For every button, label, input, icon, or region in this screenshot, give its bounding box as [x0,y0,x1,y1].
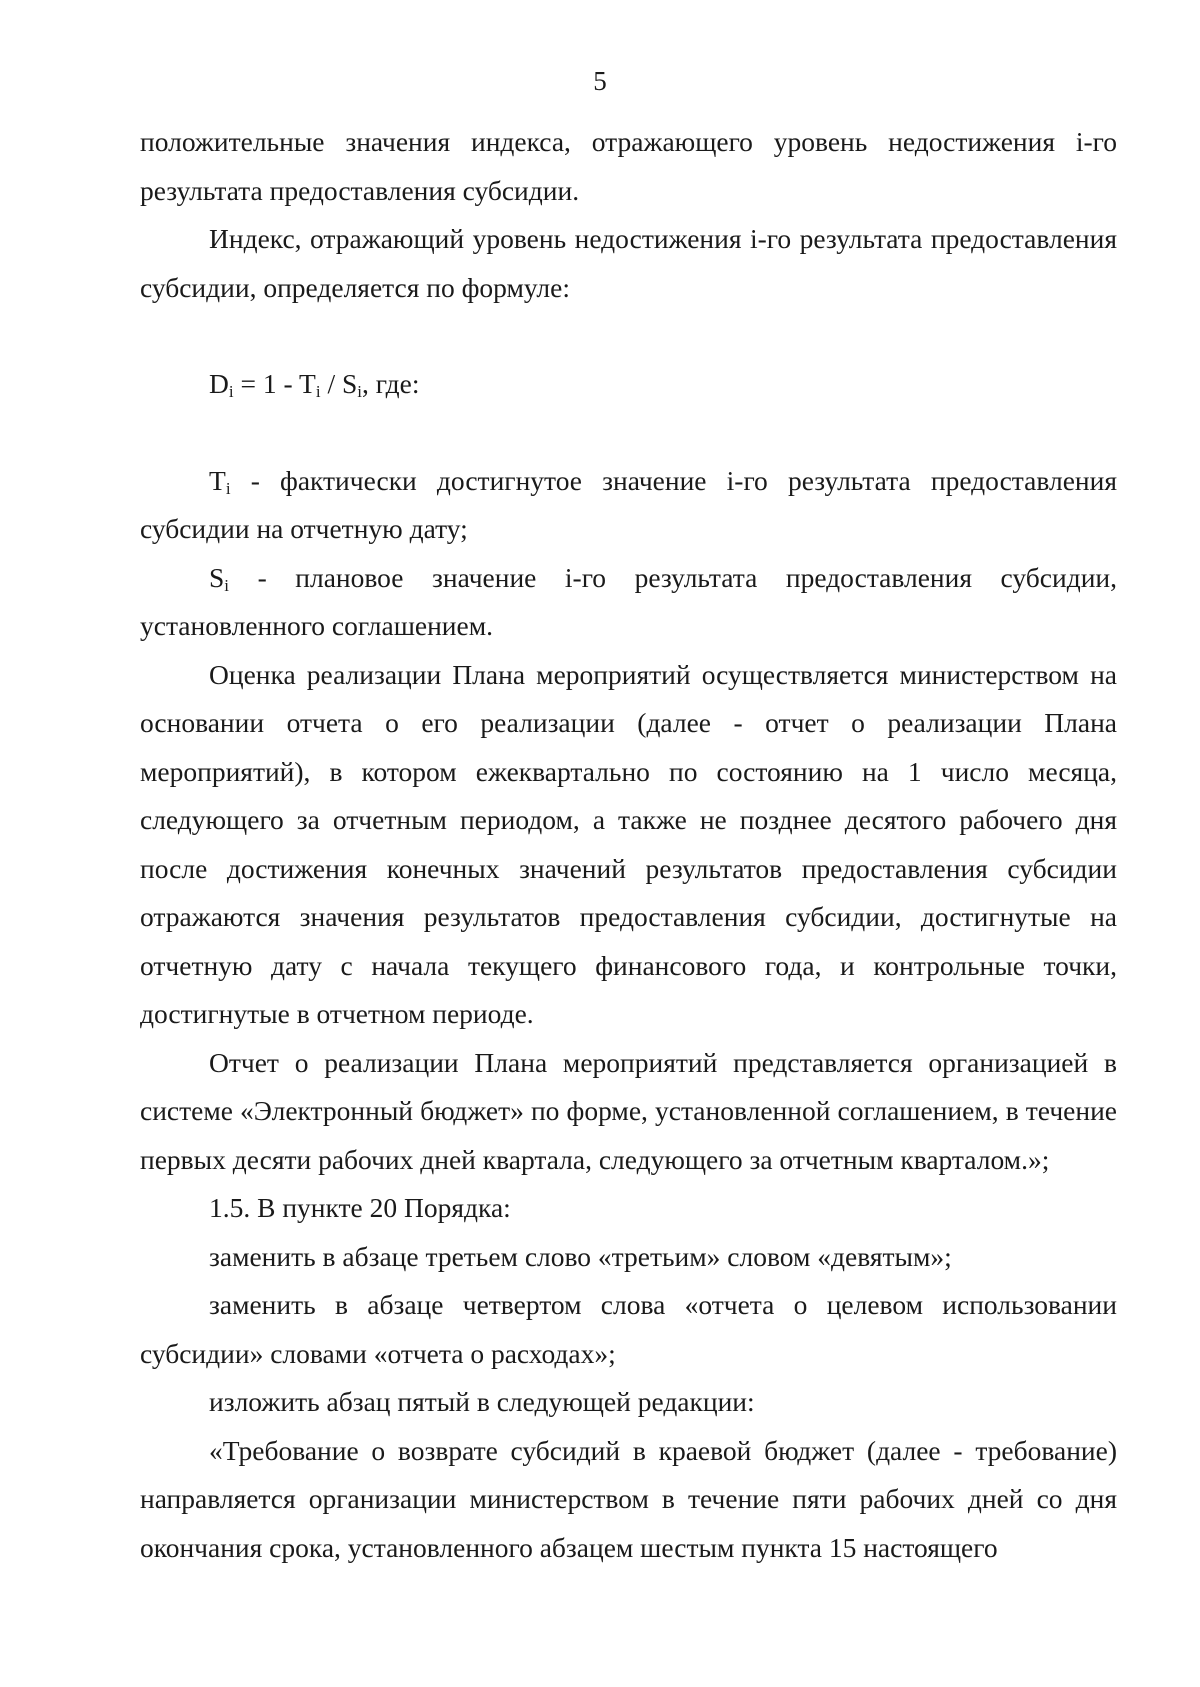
formula-t-subscript: i [315,382,321,401]
paragraph-continuation: положительные значения индекса, отражающего уровень недостижения i-го результата предоставления субсидии. [140,126,1117,206]
formula-d: D [209,368,229,399]
paragraph-replace-fourth: заменить в абзаце четвертом слова «отчета о целевом использовании субсидии» словами «отчета о расходах»; [140,1289,1117,1369]
paragraph-fifth-edit: изложить абзац пятый в следующей редакции: [209,1386,755,1417]
formula-middle-1: = 1 - [233,368,300,399]
ti-text: - фактически достигнутое значение i-го результата предоставления субсидии на отчетную дату; [140,464,1117,544]
formula-middle-2: / [320,368,342,399]
si-symbol: S [209,561,225,593]
document-body [140,118,1117,1572]
formula-s: S [341,368,358,399]
ti-subscript: i [225,478,231,498]
formula-d-subscript: i [228,382,234,401]
paragraph-item-1-5: 1.5. В пункте 20 Порядка: [209,1192,511,1223]
page-number: 5 [593,66,607,96]
si-text: - плановое значение i-го результата предоставления субсидии, установленного соглашением. [140,561,1117,641]
paragraph-si-definition [140,554,1117,651]
paragraph-return-requirement: «Требование о возврате субсидий в краевой бюджет (далее - требование) направляется организации министерством в течение пяти рабочих дней со дня окончания срока, установленного абзацем шестым пункта 15 настоящего [140,1434,1117,1563]
paragraph-index-definition: Индекс, отражающий уровень недостижения i-го результата предоставления субсидии, определяется по формуле: [140,223,1117,303]
paragraph-ti-definition [140,457,1117,554]
paragraph-replace-third: заменить в абзаце третьем слово «третьим» словом «девятым»; [209,1240,952,1272]
si-subscript: i [224,575,230,595]
formula-tail: , где: [362,368,420,399]
formula-t: T [299,368,316,399]
paragraph-plan-report: Отчет о реализации Плана мероприятий представляется организацией в системе «Электронный бюджет» по форме, установленной соглашением, в течение первых десяти рабочих дней квартала, следующего за отчетным кварталом.»; [140,1046,1117,1175]
index-formula [140,360,1117,409]
formula-s-subscript: i [357,382,362,401]
paragraph-plan-evaluation: Оценка реализации Плана мероприятий осуществляется министерством на основании отчета о его реализации (далее - отчет о реализации Плана мероприятий), в котором ежеквартально по состоянию на 1 число месяца, следующего за отчетным периодом, а также не позднее десятого рабочего дня после достижения конечных значений результатов предоставления субсидии отражаются значения результатов предоставления субсидии, достигнутые на отчетную дату с начала текущего финансового года, и контрольные точки, достигнутые в отчетном периоде. [140,658,1117,1029]
ti-symbol: T [209,464,226,496]
